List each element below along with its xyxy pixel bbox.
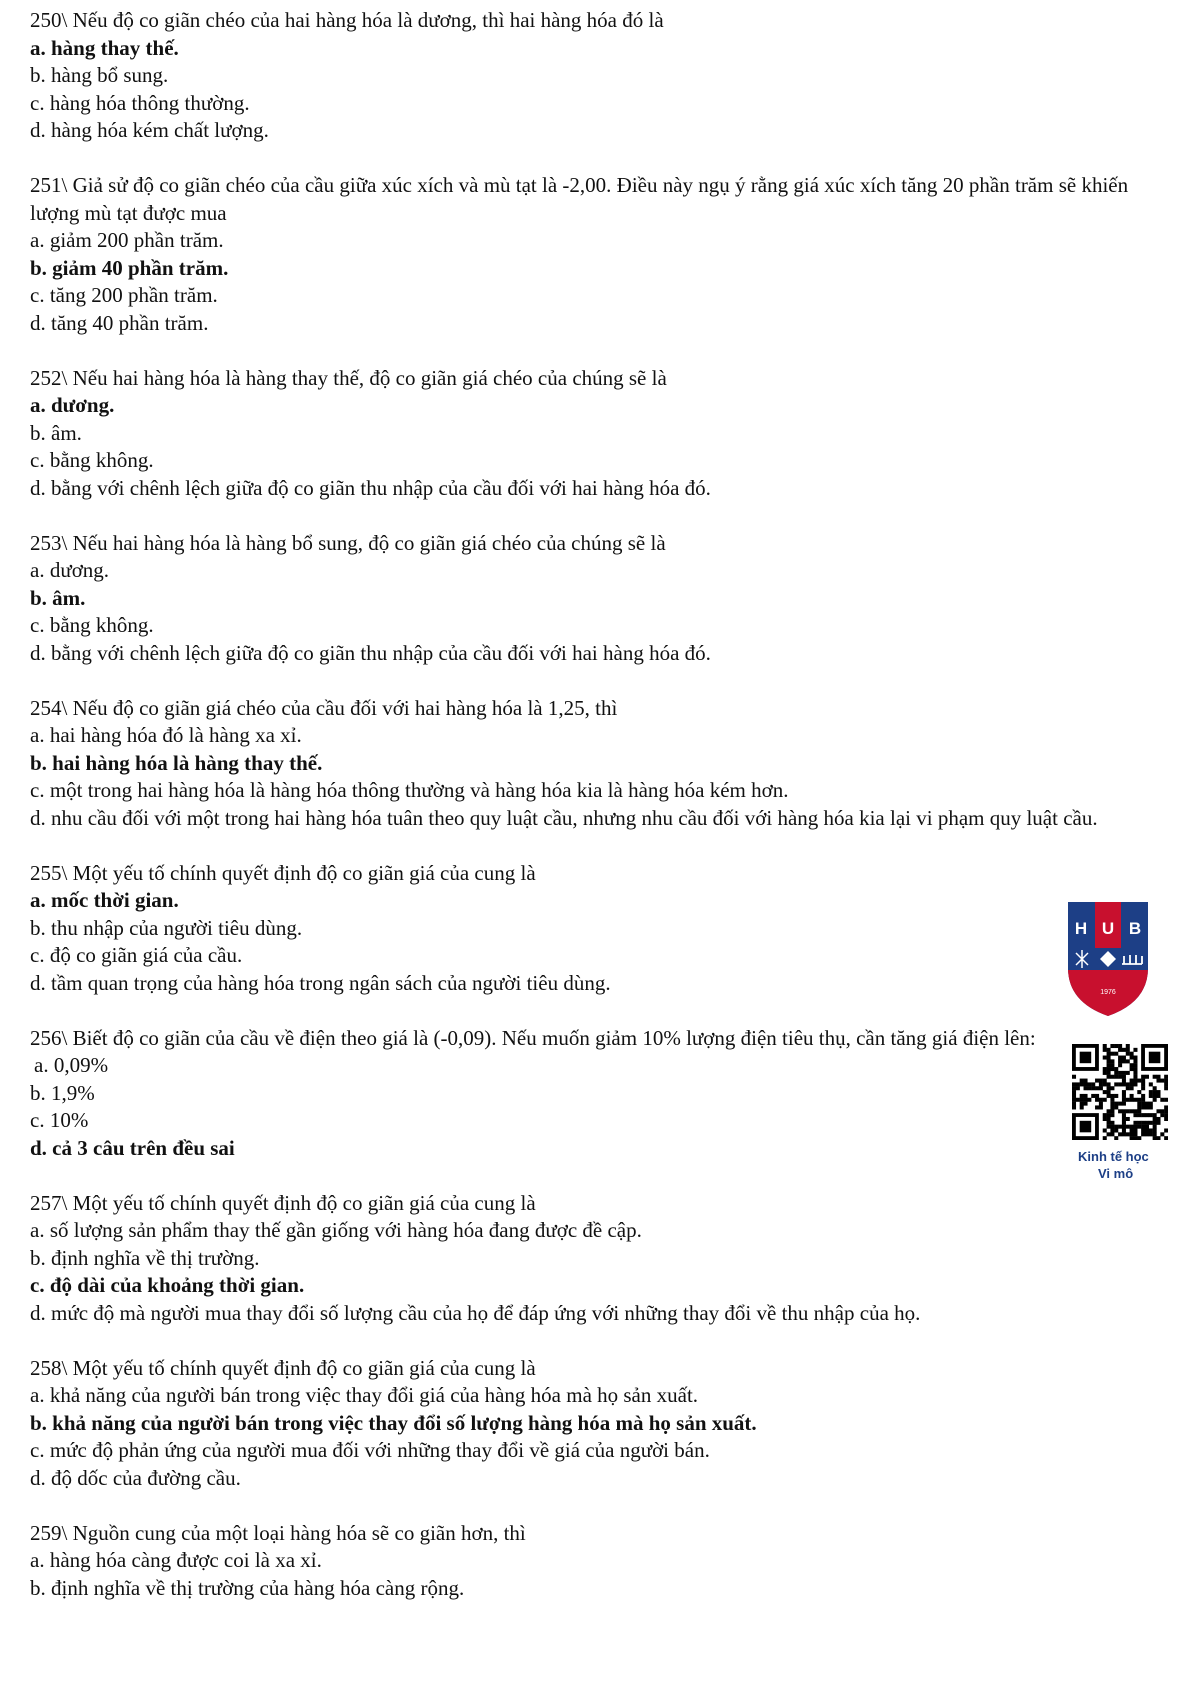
question-block xyxy=(30,530,1170,668)
logo-letter-h: H xyxy=(1074,919,1088,938)
answer-option-correct: c. độ dài của khoảng thời gian. xyxy=(30,1273,305,1297)
answer-option: d. bằng với chênh lệch giữa độ co giãn thu nhập của cầu đối với hai hàng hóa đó. xyxy=(30,475,711,500)
question-stem: 251\ Giả sử độ co giãn chéo của cầu giữa xúc xích và mù tạt là -2,00. Điều này ngụ ý rằng giá xúc xích tăng 20 phần trăm sẽ khiến lượng mù tạt được mua xyxy=(30,173,1129,225)
answer-option: d. nhu cầu đối với một trong hai hàng hóa tuân theo quy luật cầu, nhưng nhu cầu đối với hàng hóa kia lại vi phạm quy luật cầu. xyxy=(30,805,1098,830)
answer-option: a. dương. xyxy=(30,558,110,582)
answer-option-correct: b. hai hàng hóa là hàng thay thế. xyxy=(30,750,323,775)
question-stem: 256\ Biết độ co giãn của cầu về điện theo giá là (-0,09). Nếu muốn giảm 10% lượng điện tiêu thụ, cần tăng giá điện lên: xyxy=(30,1025,1036,1050)
question-stem: 252\ Nếu hai hàng hóa là hàng thay thế, độ co giãn giá chéo của chúng sẽ là xyxy=(30,365,667,390)
answer-option: c. 10% xyxy=(30,1108,89,1132)
answer-option: c. một trong hai hàng hóa là hàng hóa thông thường và hàng hóa kia là hàng hóa kém hơn. xyxy=(30,778,789,802)
brand-subtitle: Vi mô xyxy=(1098,1166,1134,1181)
answer-option-correct: a. hàng thay thế. xyxy=(30,35,179,60)
answer-option-correct: d. cả 3 câu trên đều sai xyxy=(30,1135,235,1160)
question-stem: 253\ Nếu hai hàng hóa là hàng bổ sung, độ co giãn giá chéo của chúng sẽ là xyxy=(30,530,666,555)
answer-option: a. 0,09% xyxy=(34,1053,109,1077)
answer-option: b. 1,9% xyxy=(30,1080,95,1105)
answer-option: d. bằng với chênh lệch giữa độ co giãn thu nhập của cầu đối với hai hàng hóa đó. xyxy=(30,640,711,665)
answer-option: d. tầm quan trọng của hàng hóa trong ngân sách của người tiêu dùng. xyxy=(30,970,611,995)
answer-option-correct: b. khả năng của người bán trong việc thay đổi số lượng hàng hóa mà họ sản xuất. xyxy=(30,1410,757,1435)
question-block xyxy=(30,1190,1170,1328)
logo-year: 1976 xyxy=(1100,989,1116,996)
answer-option: a. khả năng của người bán trong việc thay đổi giá của hàng hóa mà họ sản xuất. xyxy=(30,1383,699,1407)
answer-option: c. độ co giãn giá của cầu. xyxy=(30,943,243,967)
answer-option: a. hàng hóa càng được coi là xa xỉ. xyxy=(30,1548,322,1572)
answer-option: d. mức độ mà người mua thay đổi số lượng cầu của họ để đáp ứng với những thay đổi về thu nhập của họ. xyxy=(30,1300,921,1325)
answer-option: a. số lượng sản phẩm thay thế gần giống với hàng hóa đang được đề cập. xyxy=(30,1218,642,1242)
question-stem: 255\ Một yếu tố chính quyết định độ co giãn giá của cung là xyxy=(30,860,536,885)
question-block xyxy=(30,172,1170,337)
answer-option: d. tăng 40 phần trăm. xyxy=(30,310,209,335)
answer-option-correct: b. âm. xyxy=(30,585,86,610)
brand-title: Kinh tế học xyxy=(1078,1149,1149,1164)
answer-option: c. bằng không. xyxy=(30,448,154,472)
question-stem: 258\ Một yếu tố chính quyết định độ co giãn giá của cung là xyxy=(30,1355,536,1380)
answer-option: b. thu nhập của người tiêu dùng. xyxy=(30,915,303,940)
document-content xyxy=(30,7,1170,1630)
answer-option-correct: b. giảm 40 phần trăm. xyxy=(30,255,229,280)
logo-letter-u: U xyxy=(1101,919,1115,938)
question-block xyxy=(30,365,1170,503)
qr-code-icon xyxy=(1072,1044,1168,1140)
answer-option: c. bằng không. xyxy=(30,613,154,637)
question-block xyxy=(30,860,1170,998)
answer-option: d. độ dốc của đường cầu. xyxy=(30,1465,241,1490)
hub-logo-icon xyxy=(1064,898,1152,1018)
answer-option: c. mức độ phản ứng của người mua đối với những thay đổi về giá của người bán. xyxy=(30,1438,710,1462)
answer-option: b. định nghĩa về thị trường. xyxy=(30,1245,260,1270)
answer-option: b. âm. xyxy=(30,420,82,445)
question-stem: 254\ Nếu độ co giãn giá chéo của cầu đối với hai hàng hóa là 1,25, thì xyxy=(30,695,618,720)
answer-option: b. hàng bổ sung. xyxy=(30,63,169,87)
logo-letter-b: B xyxy=(1128,919,1142,938)
question-block xyxy=(30,1355,1170,1493)
question-block xyxy=(30,695,1170,833)
question-stem: 250\ Nếu độ co giãn chéo của hai hàng hóa là dương, thì hai hàng hóa đó là xyxy=(30,8,664,32)
answer-option: a. giảm 200 phần trăm. xyxy=(30,228,224,252)
question-block xyxy=(30,1520,1170,1603)
answer-option: d. hàng hóa kém chất lượng. xyxy=(30,118,269,142)
answer-option: c. tăng 200 phần trăm. xyxy=(30,283,218,307)
question-stem: 259\ Nguồn cung của một loại hàng hóa sẽ co giãn hơn, thì xyxy=(30,1520,526,1545)
answer-option: b. định nghĩa về thị trường của hàng hóa càng rộng. xyxy=(30,1575,465,1600)
question-stem: 257\ Một yếu tố chính quyết định độ co giãn giá của cung là xyxy=(30,1190,536,1215)
answer-option-correct: a. dương. xyxy=(30,393,115,417)
answer-option-correct: a. mốc thời gian. xyxy=(30,888,179,912)
answer-option: c. hàng hóa thông thường. xyxy=(30,90,250,115)
question-block xyxy=(30,7,1170,145)
question-block xyxy=(30,1025,1170,1163)
answer-option: a. hai hàng hóa đó là hàng xa xỉ. xyxy=(30,723,302,747)
